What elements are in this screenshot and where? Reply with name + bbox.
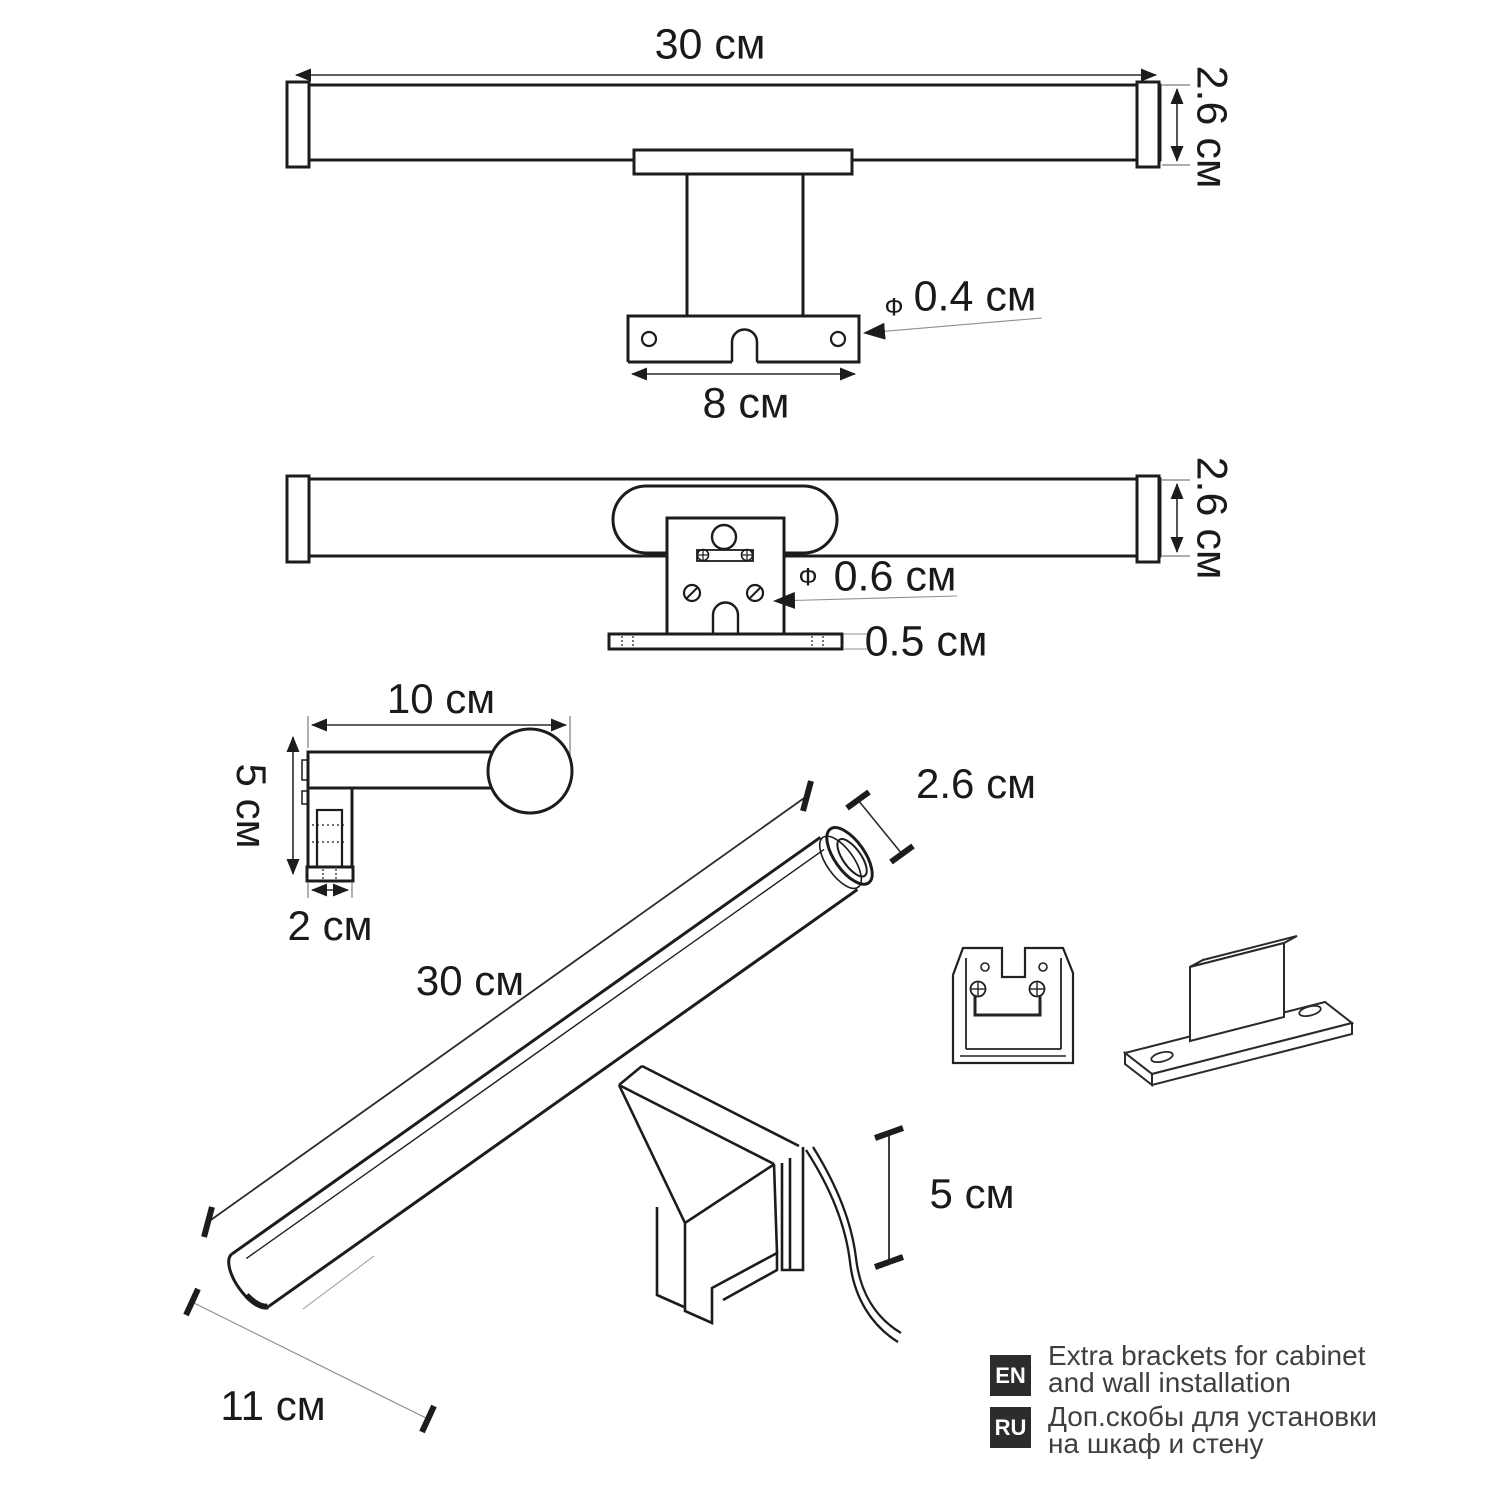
back-left-end-cap xyxy=(287,476,309,562)
side-foot-width-label: 2 см xyxy=(287,902,373,949)
perspective-drop-dimension xyxy=(875,1128,903,1267)
language-badge-ru: RU xyxy=(990,1407,1031,1448)
back-screw-diameter-symbol: Ф xyxy=(798,563,818,592)
clamp-hole-left xyxy=(981,963,989,971)
side-tube-section xyxy=(488,729,572,813)
perspective-drop-label: 5 см xyxy=(929,1170,1015,1217)
cabinet-clamp-bracket xyxy=(953,948,1073,1063)
footnote-en-line2: and wall installation xyxy=(1048,1367,1291,1398)
clamp-hole-right xyxy=(1039,963,1047,971)
back-screw-diameter-label: 0.6 см xyxy=(833,552,957,601)
front-hole-diameter-label: 0.4 см xyxy=(913,272,1037,321)
side-arm xyxy=(308,752,497,788)
perspective-wall-tab xyxy=(782,1147,803,1270)
side-depth-label: 10 см xyxy=(386,675,496,722)
tube-top-cap xyxy=(818,820,881,891)
footnote-en xyxy=(1048,1342,1365,1396)
perspective-length-label: 30 см xyxy=(415,957,525,1004)
front-view-drawing xyxy=(287,75,1190,374)
footnote-ru-line2: на шкаф и стену xyxy=(1048,1428,1264,1459)
front-hole-diameter-symbol: Ф xyxy=(884,293,904,322)
side-height-label: 5 см xyxy=(228,763,275,849)
front-base-width-label: 8 см xyxy=(702,379,790,428)
perspective-diameter-label: 2.6 см xyxy=(916,760,1036,807)
perspective-bracket xyxy=(619,1066,803,1323)
perspective-depth-label: 11 см xyxy=(220,1382,326,1429)
back-right-end-cap xyxy=(1137,476,1159,562)
side-foot xyxy=(307,867,353,881)
footnote-ru xyxy=(1048,1403,1377,1457)
front-length-label: 30 см xyxy=(654,20,766,69)
back-base-plate xyxy=(609,634,842,649)
front-left-end-cap xyxy=(287,82,309,167)
back-view-drawing xyxy=(287,476,1190,649)
power-cable xyxy=(806,1147,901,1342)
language-badge-en: EN xyxy=(990,1355,1031,1396)
front-bracket-plate xyxy=(634,150,852,174)
front-right-end-cap xyxy=(1137,82,1159,167)
wall-mount-plate xyxy=(1125,936,1352,1085)
perspective-length-dimension xyxy=(204,781,811,1237)
side-view-drawing xyxy=(293,716,572,898)
footnote-en-line1: Extra brackets for cabinet xyxy=(1048,1340,1366,1371)
back-plate-thickness-label: 0.5 см xyxy=(864,617,988,666)
perspective-view-drawing xyxy=(186,781,913,1432)
side-bracket-slot xyxy=(317,810,342,867)
back-mount-plate xyxy=(667,518,784,635)
front-height-label: 2.6 см xyxy=(1187,65,1236,189)
back-height-label: 2.6 см xyxy=(1187,456,1236,580)
footnote-ru-line1: Доп.скобы для установки xyxy=(1048,1401,1378,1432)
clamp-channel xyxy=(975,995,1040,1015)
